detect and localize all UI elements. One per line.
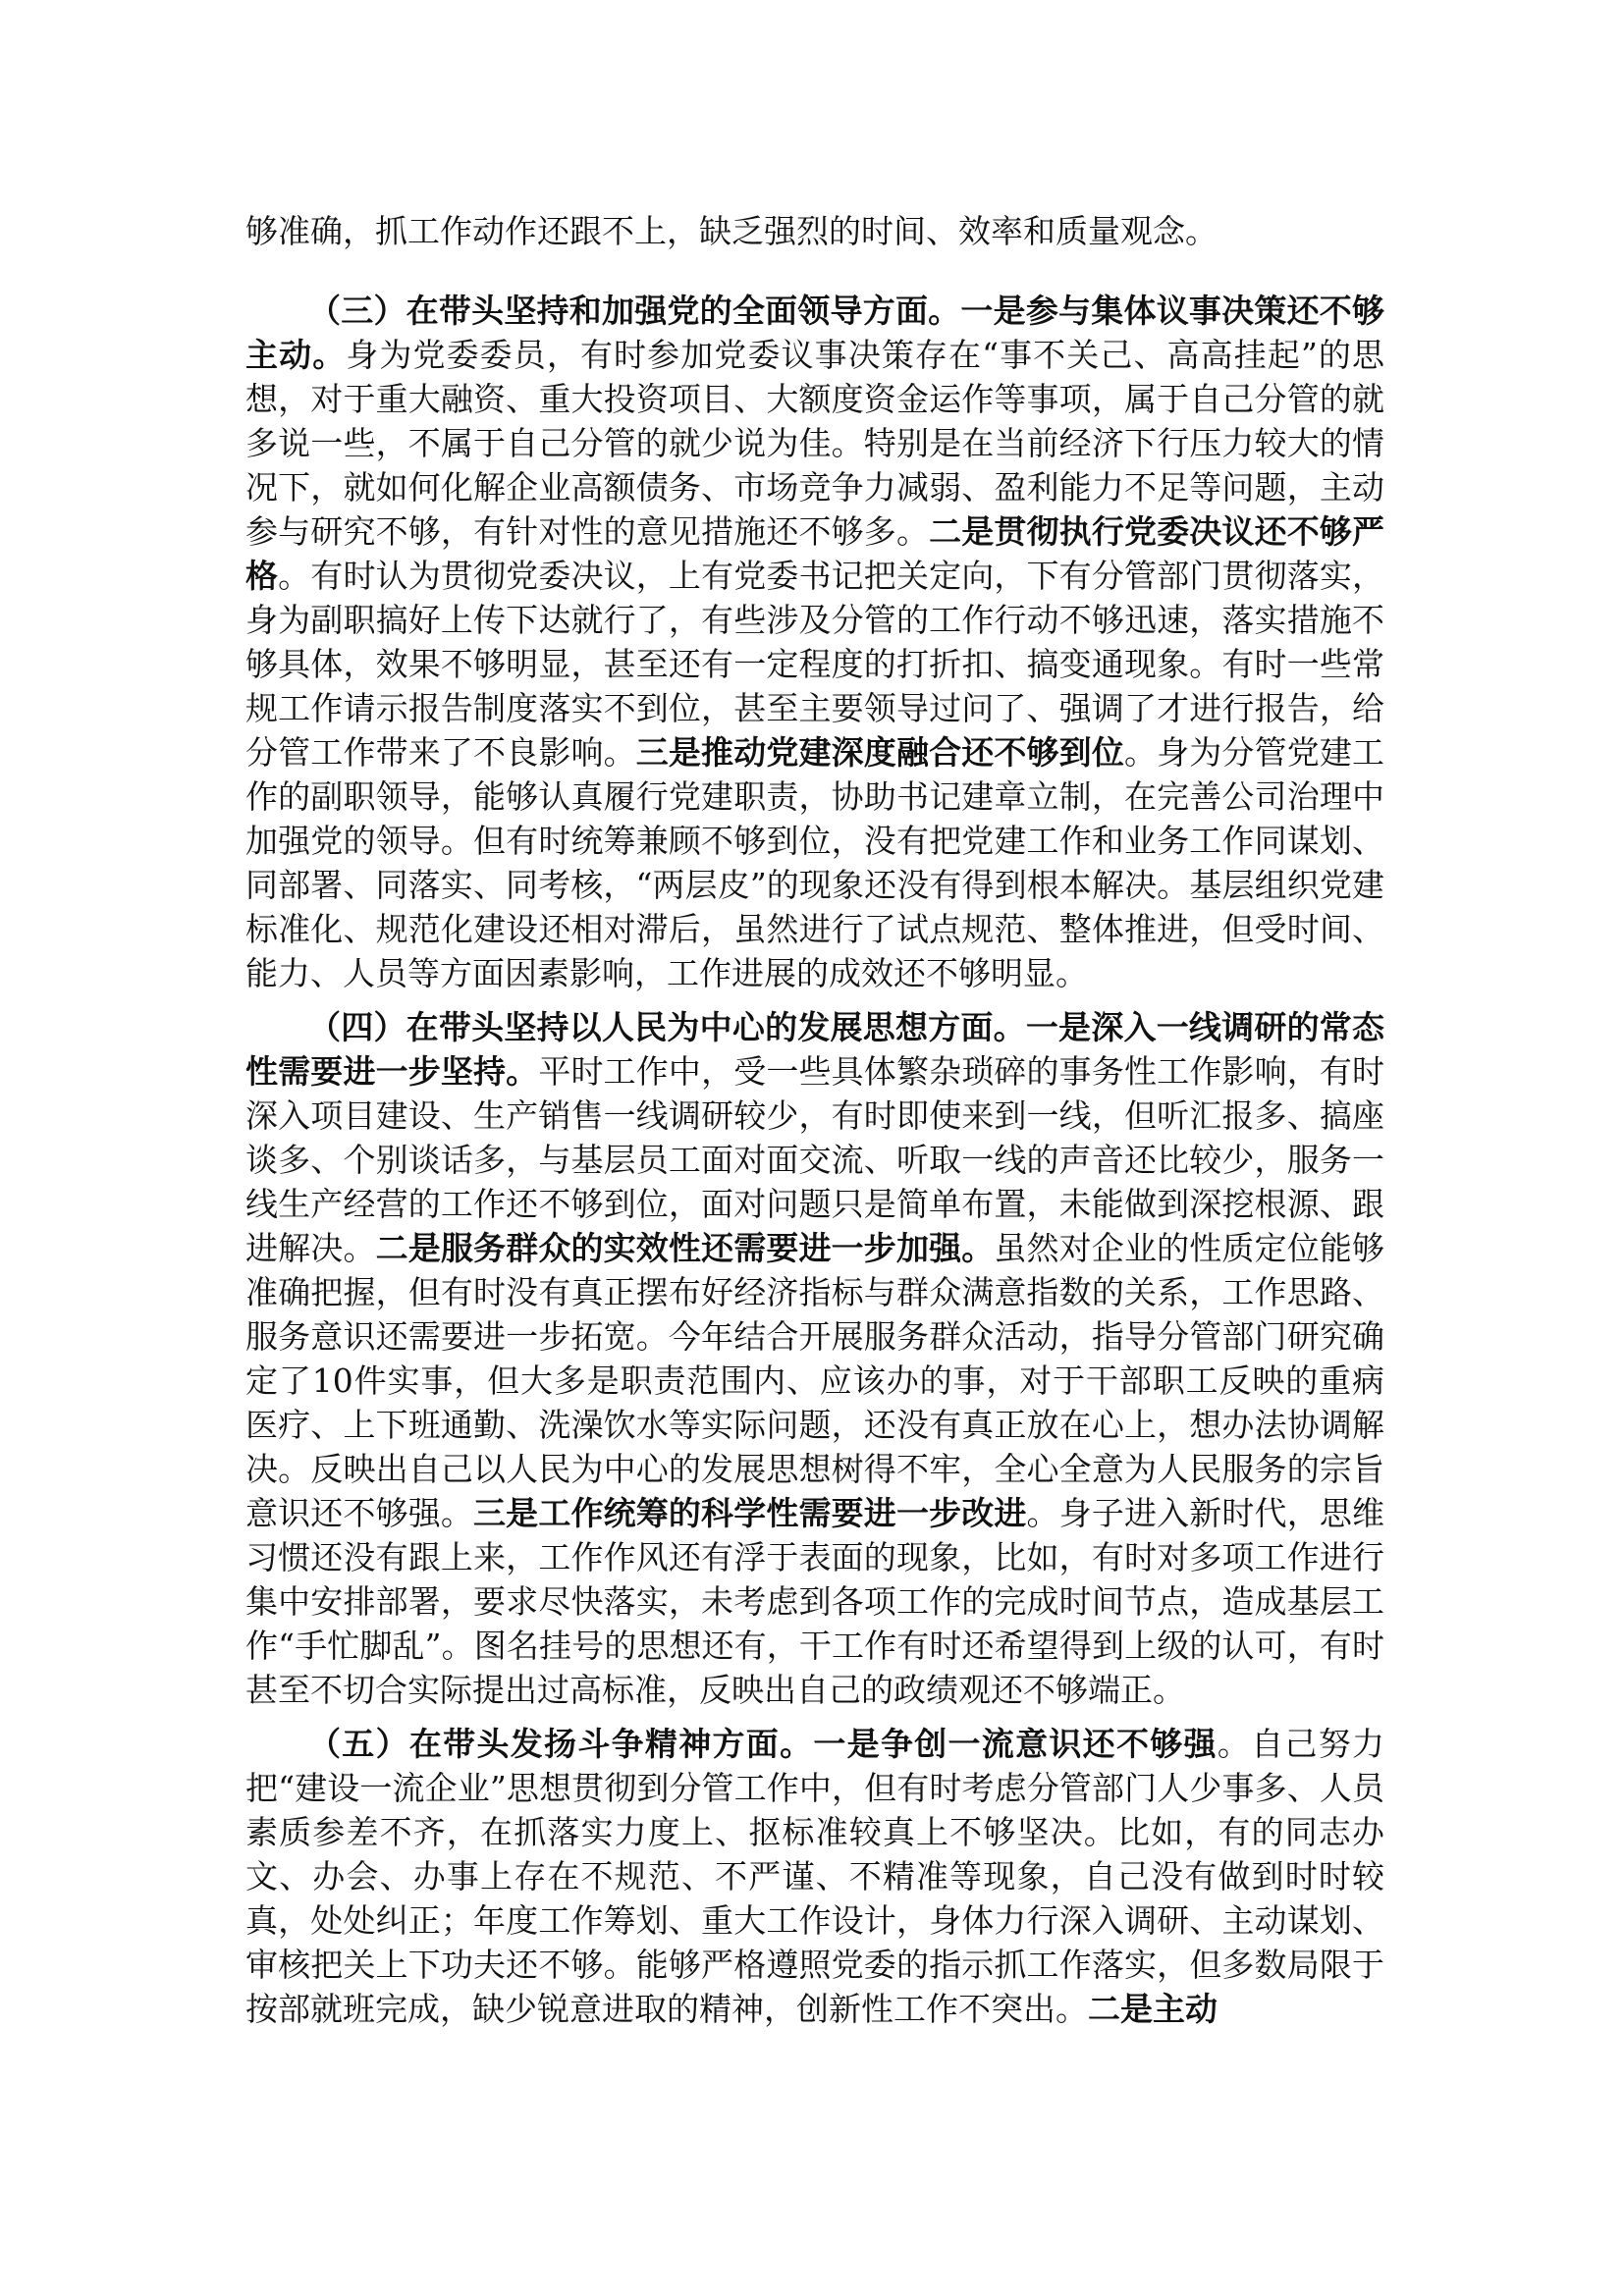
section-5-point-1-title: 一是争创一流意识还不够强	[813, 1725, 1218, 1763]
section-4-point-2-title: 二是服务群众的实效性还需要进一步加强。	[375, 1229, 995, 1267]
section-4-point-1-title: 一是深入一线调研的常态性需要进一步坚持。	[245, 1008, 1384, 1091]
section-3-point-2-body: 。有时认为贯彻党委决议，上有党委书记把关定向，下有分管部门贯彻落实，身为副职搞好上传下达就行了，有些涉及分管的工作行动不够迅速，落实措施不够具体，效果不够明显，甚至还有一定程度的打折扣、搞变通现象。有时一些常规工作请示报告制度落实不到位，甚至主要领导过问了、强调了才进行报告，给分管工作带来了不良影响。	[245, 557, 1385, 772]
body-text	[245, 209, 1384, 2031]
section-4-point-3-title: 三是工作统筹的科学性需要进一步改进	[473, 1494, 1027, 1532]
section-3-point-3-body: 。身为分管党建工作的副职领导，能够认真履行党建职责，协助书记建章立制，在完善公司治理中加强党的领导。但有时统筹兼顾不够到位，没有把党建工作和业务工作同谋划、同部署、同落实、同考核，“两层皮”的现象还没有得到根本解决。基层组织党建标准化、规范化建设还相对滞后，虽然进行了试点规范、整体推进，但受时间、能力、人员等方面因素影响，工作进展的成效还不够明显。	[245, 733, 1385, 992]
section-3-point-1-body: 身为党委委员，有时参加党委议事决策存在“事不关己、高高挂起”的思想，对于重大融资、重大投资项目、大额度资金运作等事项，属于自己分管的就多说一些，不属于自己分管的就少说为佳。特别是在当前经济下行压力较大的情况下，就如何化解企业高额债务、市场竞争力减弱、盈利能力不足等问题，主动参与研究不够，有针对性的意见措施还不够多。	[245, 336, 1385, 551]
section-5-point-2-title: 二是主动	[1088, 1990, 1218, 2028]
section-3-point-1-title: 一是参与集体议事决策还不够主动。	[245, 292, 1384, 374]
section-5-point-1-body: 。自己努力把“建设一流企业”思想贯彻到分管工作中，但有时考虑分管部门人少事多、人员素质参差不齐，在抓落实力度上、抠标准较真上不够坚决。比如，有的同志办文、办会、办事上存在不规范、不严谨、不精准等现象，自己没有做到时时较真，处处纠正；年度工作筹划、重大工作设计，身体力行深入调研、主动谋划、审核把关上下功夫还不够。能够严格遵照党委的指示抓工作落实，但多数局限于按部就班完成，缺少锐意进取的精神，创新性工作不突出。	[245, 1725, 1385, 2028]
section-3-paragraph	[245, 289, 1384, 995]
section-4-point-1-body: 平时工作中，受一些具体繁杂琐碎的事务性工作影响，有时深入项目建设、生产销售一线调研较少，有时即使来到一线，但听汇报多、搞座谈多、个别谈话多，与基层员工面对面交流、听取一线的声音还比较少，服务一线生产经营的工作还不够到位，面对问题只是简单布置，未能做到深挖根源、跟进解决。	[245, 1052, 1385, 1267]
section-4-point-3-body: 。身子进入新时代，思维习惯还没有跟上来，工作作风还有浮于表面的现象，比如，有时对多项工作进行集中安排部署，要求尽快落实，未考虑到各项工作的完成时间节点，造成基层工作“手忙脚乱”。图名挂号的思想还有，干工作有时还希望得到上级的认可，有时甚至不切合实际提出过高标准，反映出自己的政绩观还不够端正。	[245, 1494, 1385, 1709]
section-5-paragraph	[245, 1722, 1384, 2031]
section-3-point-2-title: 二是贯彻执行党委决议还不够严格	[245, 512, 1385, 595]
section-3-heading: （三）在带头坚持和加强党的全面领导方面。	[308, 292, 961, 330]
continuation-paragraph: 够准确，抓工作动作还跟不上，缺乏强烈的时间、效率和质量观念。	[245, 212, 1218, 250]
section-4-heading: （四）在带头坚持以人民为中心的发展思想方面。	[308, 1008, 1026, 1046]
section-5-heading: （五）在带头发扬斗争精神方面。	[308, 1725, 814, 1763]
section-4-point-2-body: 虽然对企业的性质定位能够准确把握，但有时没有真正摆布好经济指标与群众满意指数的关系，工作思路、服务意识还需要进一步拓宽。今年结合开展服务群众活动，指导分管部门研究确定了10件实事，但大多是职责范围内、应该办的事，对于干部职工反映的重病医疗、上下班通勤、洗澡饮水等实际问题，还没有真正放在心上，想办法协调解决。反映出自己以人民为中心的发展思想树得不牢，全心全意为人民服务的宗旨意识还不够强。	[245, 1229, 1385, 1532]
section-3-point-3-title: 三是推动党建深度融合还不够到位	[635, 733, 1124, 772]
section-4-paragraph	[245, 1005, 1384, 1712]
